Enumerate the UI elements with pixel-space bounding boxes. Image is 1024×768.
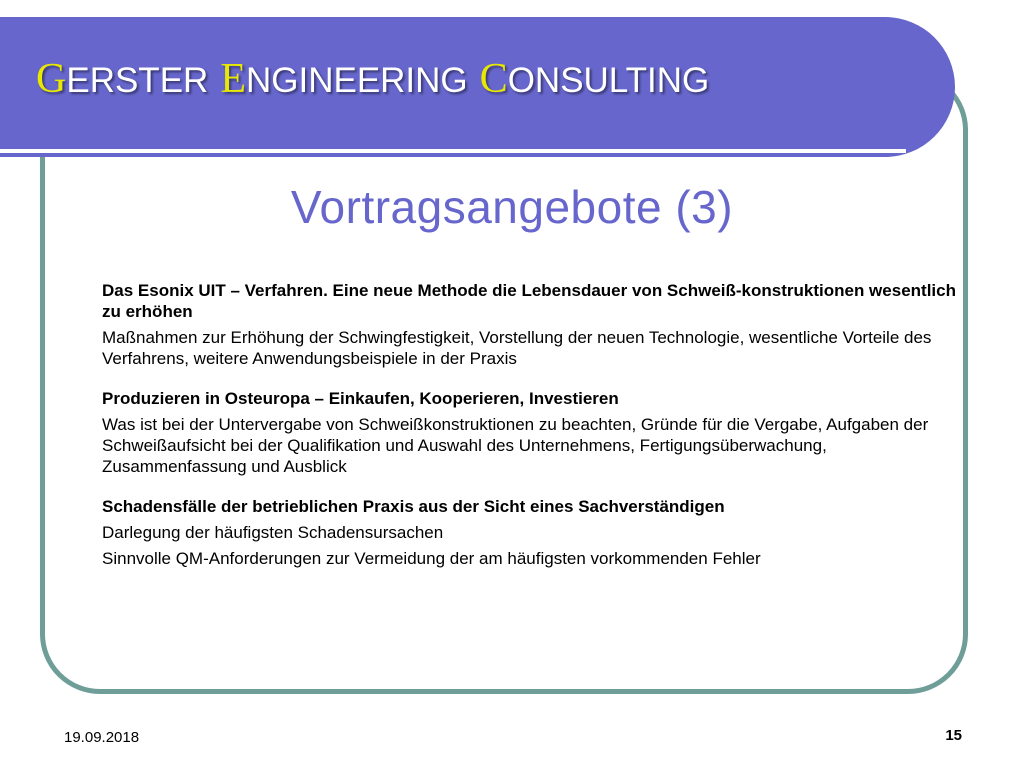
brand-word-3: ONSULTING	[507, 61, 710, 100]
section-text: Sinnvolle QM-Anforderungen zur Vermeidung der am häufigsten vorkommenden Fehler	[102, 549, 761, 568]
slide-title: Vortragsangebote (3)	[290, 181, 734, 233]
section-heading: Das Esonix UIT – Verfahren. Eine neue Methode die Lebensdauer von Schweiß-konstruktionen wesentlich zu erhöhen	[102, 281, 956, 321]
brand-cap-c: C	[479, 56, 508, 102]
page-number: 15	[945, 727, 962, 744]
section-text: Was ist bei der Untervergabe von Schweißkonstruktionen zu beachten, Gründe für die Vergabe, Aufgaben der Schweißaufsicht bei der Qualifikation und Auswahl des Unternehmens, Fertigungsüberwachung, Zusammenfassung und Ausblick	[102, 415, 929, 476]
footer-date: 19.09.2018	[64, 729, 140, 746]
slide-content	[102, 280, 972, 569]
brand-word-1: ERSTER	[66, 61, 209, 100]
section-heading: Schadensfälle der betrieblichen Praxis aus der Sicht eines Sachverständigen	[102, 497, 725, 516]
brand-cap-g: G	[36, 56, 67, 102]
section-heading: Produzieren in Osteuropa – Einkaufen, Kooperieren, Investieren	[102, 389, 619, 408]
header-divider	[0, 149, 906, 153]
section-text: Maßnahmen zur Erhöhung der Schwingfestigkeit, Vorstellung der neuen Technologie, wesentliche Vorteile des Verfahrens, weitere Anwendungsbeispiele in der Praxis	[102, 328, 932, 368]
brand-word-2: NGINEERING	[245, 61, 468, 100]
brand-cap-e: E	[220, 56, 246, 102]
brand-logo	[36, 54, 709, 104]
section-text: Darlegung der häufigsten Schadensursachen	[102, 523, 444, 542]
